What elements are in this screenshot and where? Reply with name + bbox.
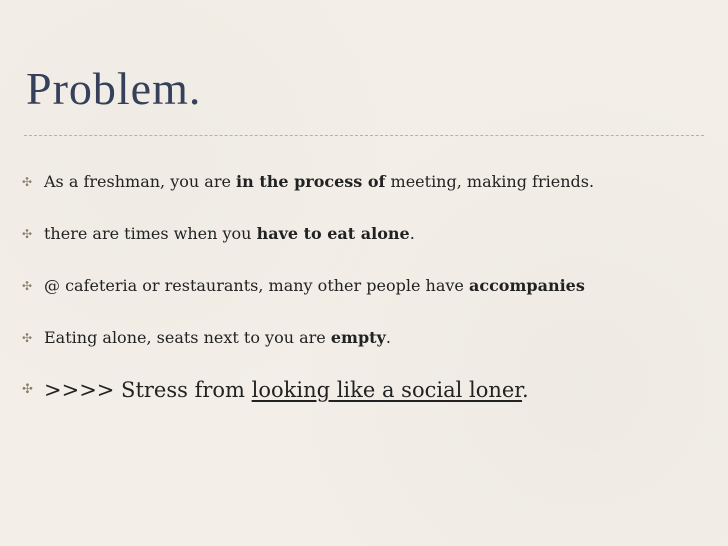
- fleuron-bullet-icon: ✣: [22, 382, 33, 397]
- fleuron-bullet-icon: ✣: [22, 331, 33, 345]
- bullet-item: [22, 170, 708, 194]
- bullet-item: [22, 222, 708, 246]
- bullet-text: @ cafeteria or restaurants, many other people have: [44, 276, 469, 295]
- bullet-emphasis: empty: [330, 328, 386, 347]
- bullet-text: As a freshman, you are: [44, 172, 237, 191]
- title-divider: [24, 135, 704, 136]
- fleuron-bullet-icon: ✣: [22, 227, 33, 241]
- bullet-emphasis: accompanies: [468, 276, 585, 295]
- bullet-emphasis: have to eat alone: [256, 224, 410, 243]
- slide-title: Problem.: [26, 63, 202, 114]
- bullet-underlined: looking like a social loner: [251, 378, 523, 402]
- fleuron-bullet-icon: ✣: [22, 175, 33, 189]
- fleuron-bullet-icon: ✣: [22, 279, 33, 293]
- bullet-text: .: [409, 224, 415, 243]
- bullet-item: [22, 274, 708, 298]
- bullet-text: .: [522, 378, 529, 402]
- bullet-item: [22, 326, 708, 350]
- bullet-text: meeting, making friends.: [385, 172, 595, 191]
- bullet-text: Eating alone, seats next to you are: [44, 328, 331, 347]
- bullet-text: there are times when you: [44, 224, 257, 243]
- bullet-list: [22, 170, 708, 404]
- bullet-text: .: [385, 328, 391, 347]
- bullet-emphasis: in the process of: [236, 172, 386, 191]
- bullet-text: >>>> Stress from: [44, 378, 252, 402]
- bullet-item-emphasis: [22, 376, 708, 404]
